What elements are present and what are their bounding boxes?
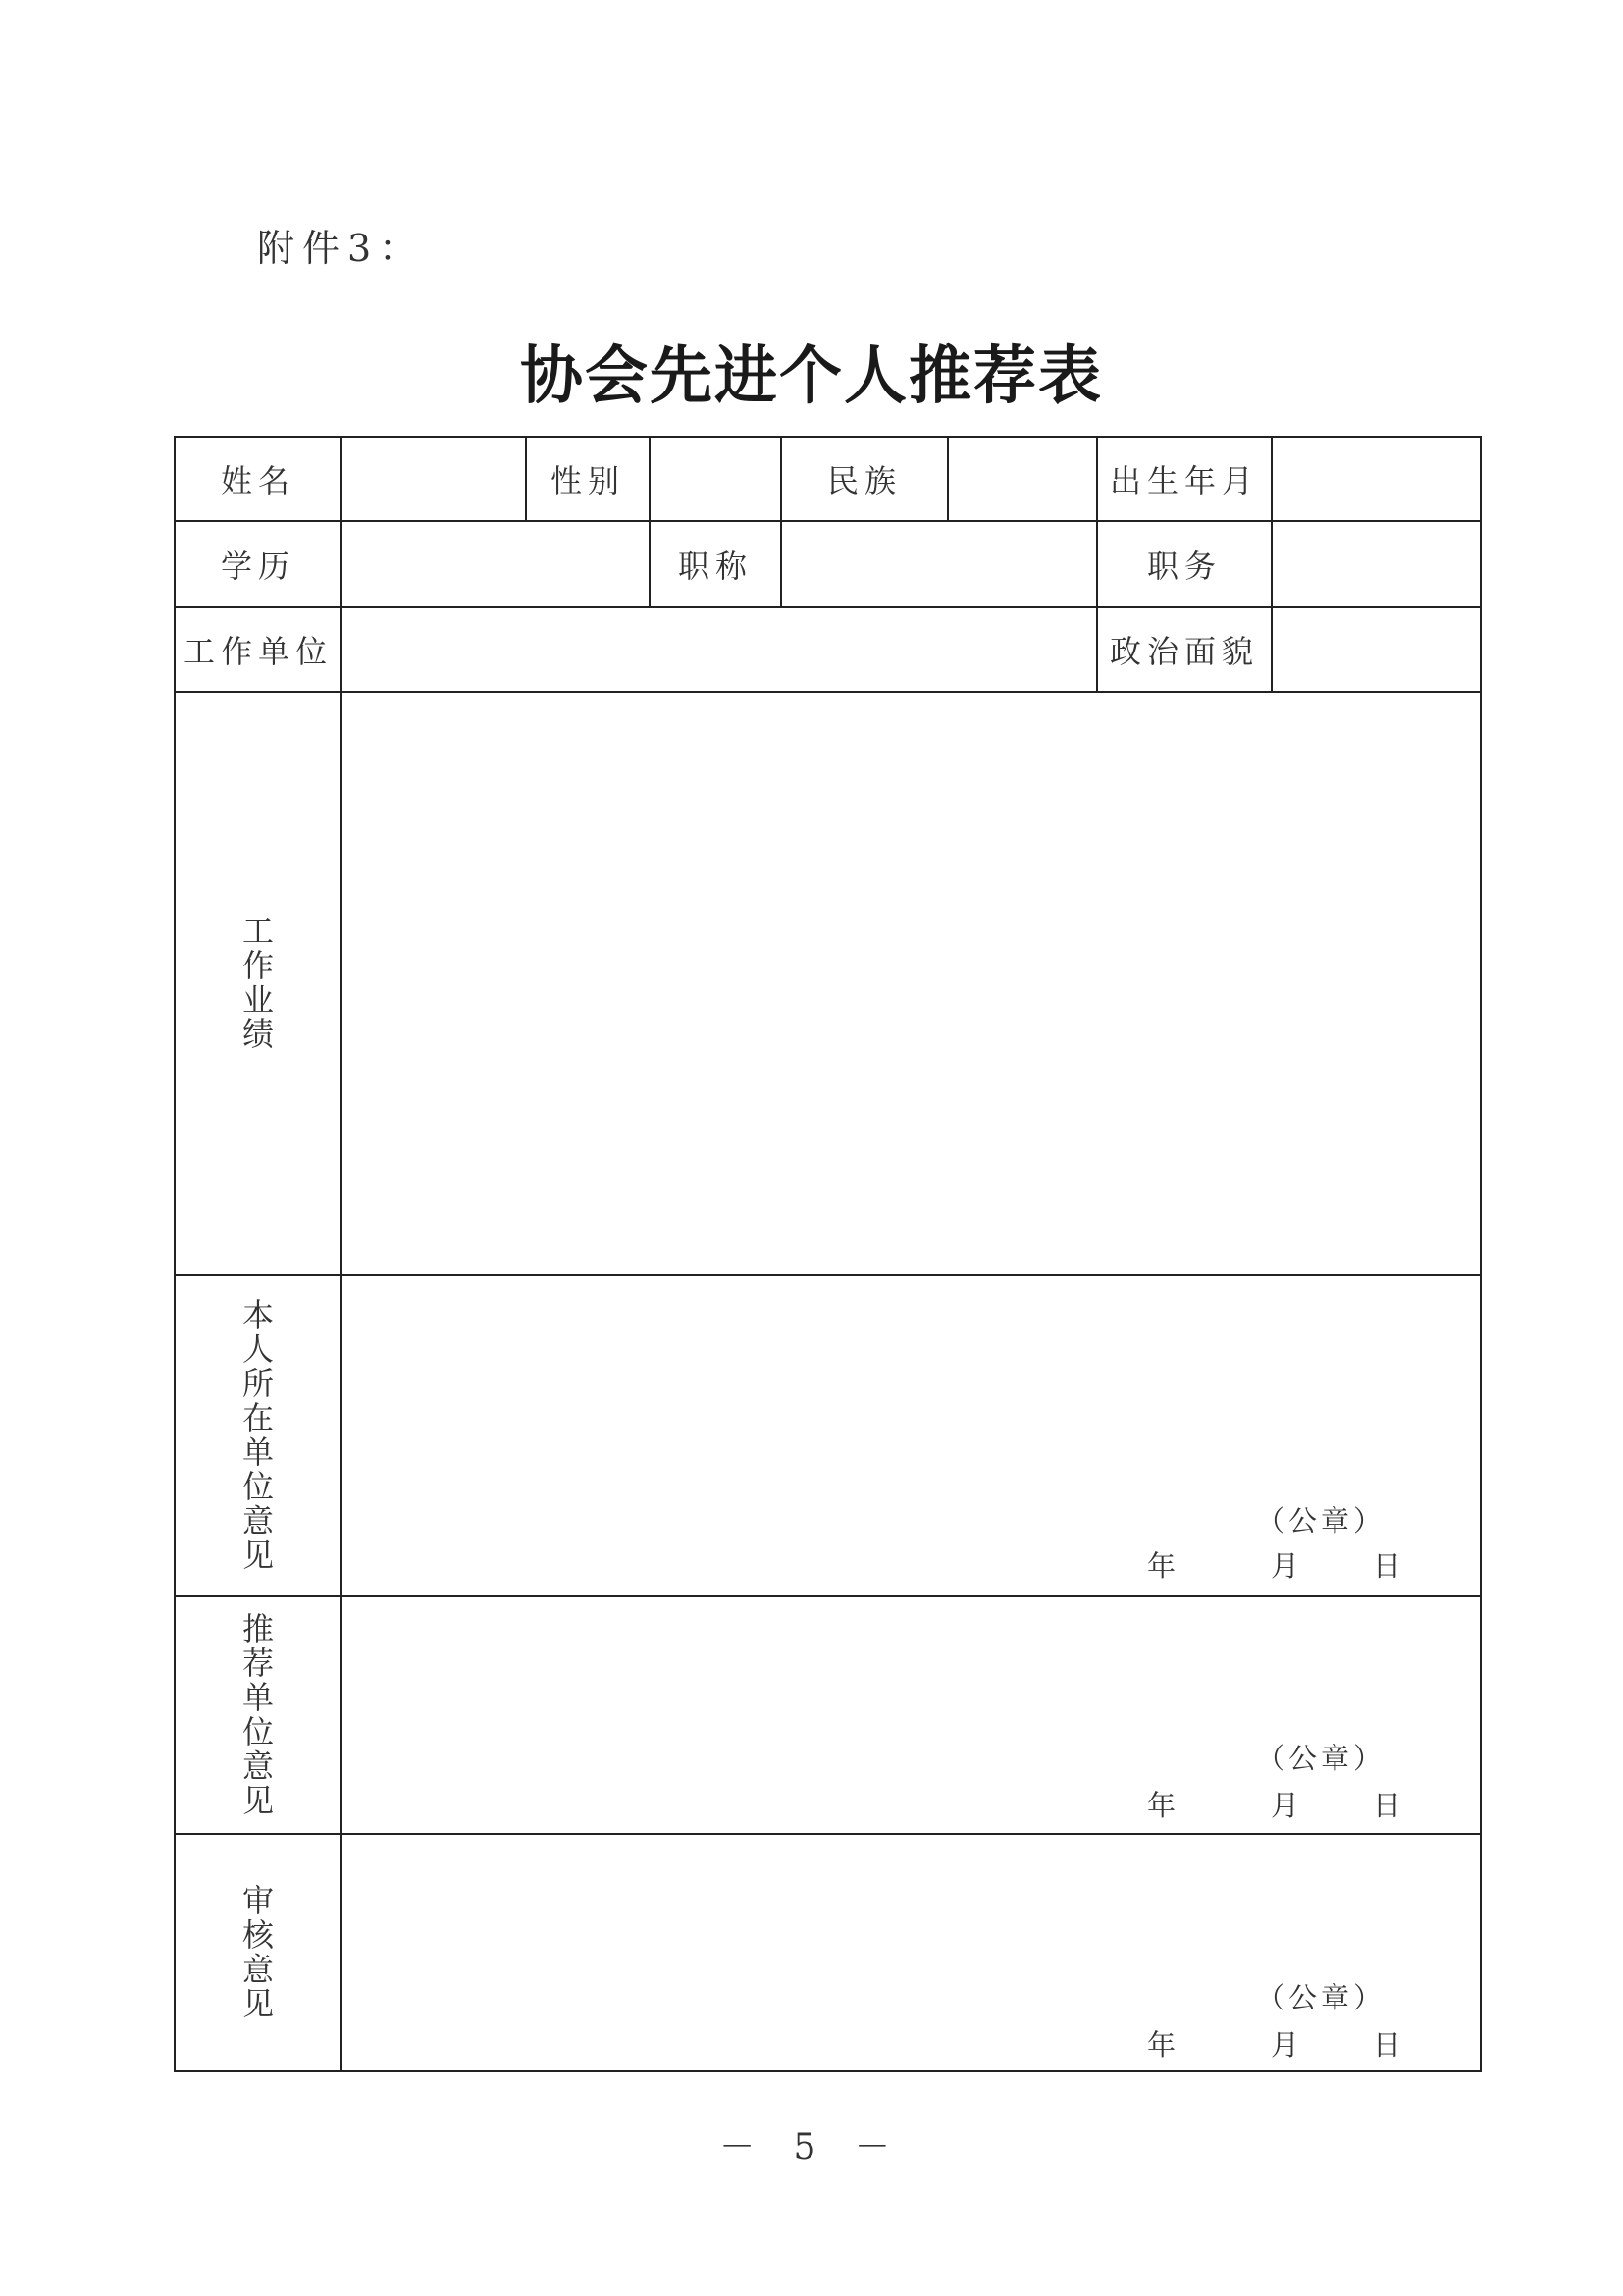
unit-opinion-field[interactable] [341, 1275, 1481, 1596]
ethnicity-field[interactable] [948, 437, 1097, 521]
date-day: 日 [1373, 1789, 1402, 1822]
date-month: 月 [1271, 2028, 1300, 2061]
political-status-label: 政治面貌 [1097, 607, 1272, 692]
professional-title-field[interactable] [781, 521, 1097, 607]
education-label: 学历 [175, 521, 341, 607]
review-opinion-label [175, 1834, 341, 2071]
seal-note: （公章） [1255, 1981, 1386, 2014]
name-label: 姓名 [175, 437, 341, 521]
education-field[interactable] [341, 521, 650, 607]
date-year: 年 [1147, 2028, 1177, 2061]
professional-title-label: 职称 [650, 521, 781, 607]
birth-label: 出生年月 [1097, 437, 1272, 521]
position-label: 职务 [1097, 521, 1272, 607]
recommend-opinion-label [175, 1596, 341, 1834]
recommend-opinion-field[interactable] [341, 1596, 1481, 1834]
workplace-label: 工作单位 [175, 607, 341, 692]
page-title: 协会先进个人推荐表 [520, 339, 1103, 413]
achievements-label [175, 692, 341, 1275]
recommend-opinion-text: 推荐单位意见 [241, 1609, 274, 1819]
political-status-field[interactable] [1272, 607, 1481, 692]
date-day: 日 [1373, 1549, 1402, 1583]
date-year: 年 [1147, 1789, 1177, 1822]
achievements-text: 工作业绩 [241, 912, 274, 1053]
date-day: 日 [1373, 2028, 1402, 2061]
seal-note: （公章） [1255, 1742, 1386, 1775]
seal-note: （公章） [1255, 1504, 1386, 1538]
unit-opinion-text: 本人所在单位意见 [241, 1295, 274, 1574]
date-year: 年 [1147, 1549, 1177, 1583]
recommendation-form [174, 436, 1482, 2072]
birth-field[interactable] [1272, 437, 1481, 521]
name-field[interactable] [341, 437, 526, 521]
review-opinion-field[interactable] [341, 1834, 1481, 2071]
gender-label: 性别 [526, 437, 650, 521]
review-opinion-text: 审核意见 [241, 1881, 274, 2022]
date-month: 月 [1271, 1549, 1300, 1583]
position-field[interactable] [1272, 521, 1481, 607]
unit-opinion-label [175, 1275, 341, 1596]
attachment-label: 附件3： [257, 227, 425, 270]
achievements-field[interactable] [341, 692, 1481, 1275]
workplace-field[interactable] [341, 607, 1097, 692]
date-month: 月 [1271, 1789, 1300, 1822]
ethnicity-label: 民族 [781, 437, 948, 521]
page-number: － 5 － [719, 2127, 904, 2167]
gender-field[interactable] [650, 437, 781, 521]
